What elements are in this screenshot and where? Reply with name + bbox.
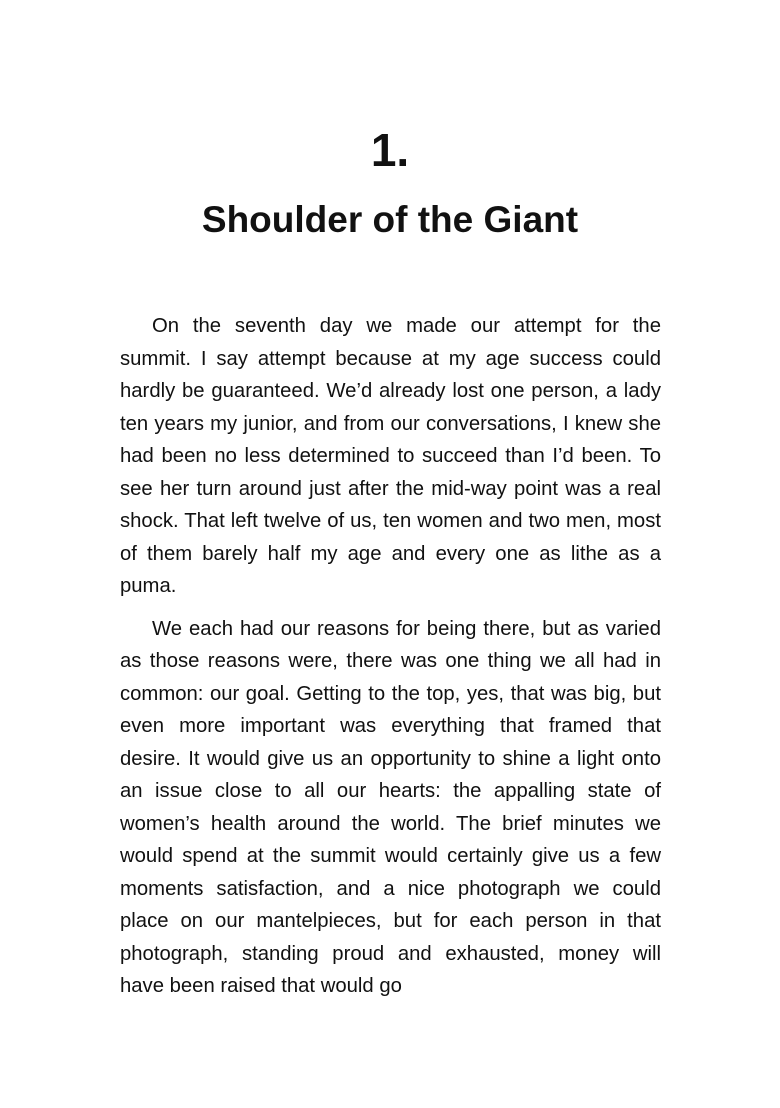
paragraph-1: On the seventh day we made our attempt for the summit. I say attempt because at my age success could hardly be guaranteed. We’d already lost one person, a lady ten years my junior, and from our conversations, I knew she had been no less determined to succeed than I’d been. To see her turn around just after the mid-way point was a real shock. That left twelve of us, ten women and two men, most of them barely half my age and every one as lithe as a puma. bbox=[120, 315, 661, 597]
chapter-number: 1. bbox=[370, 124, 410, 176]
chapter-body bbox=[120, 310, 661, 1003]
chapter-title: Shoulder of the Giant bbox=[201, 199, 579, 240]
paragraph-2: We each had our reasons for being there, but as varied as those reasons were, there was one thing we all had in common: our goal. Getting to the top, yes, that was big, but even more important was everything that framed that desire. It would give us an opportunity to shine a light onto an issue close to all our hearts: the appalling state of women’s health around the world. The brief minutes we would spend at the summit would certainly give us a few moments satisfaction, and a nice photograph we could place on our mantelpieces, but for each person in that photograph, standing proud and exhausted, money will have been raised that would go bbox=[120, 617, 661, 997]
